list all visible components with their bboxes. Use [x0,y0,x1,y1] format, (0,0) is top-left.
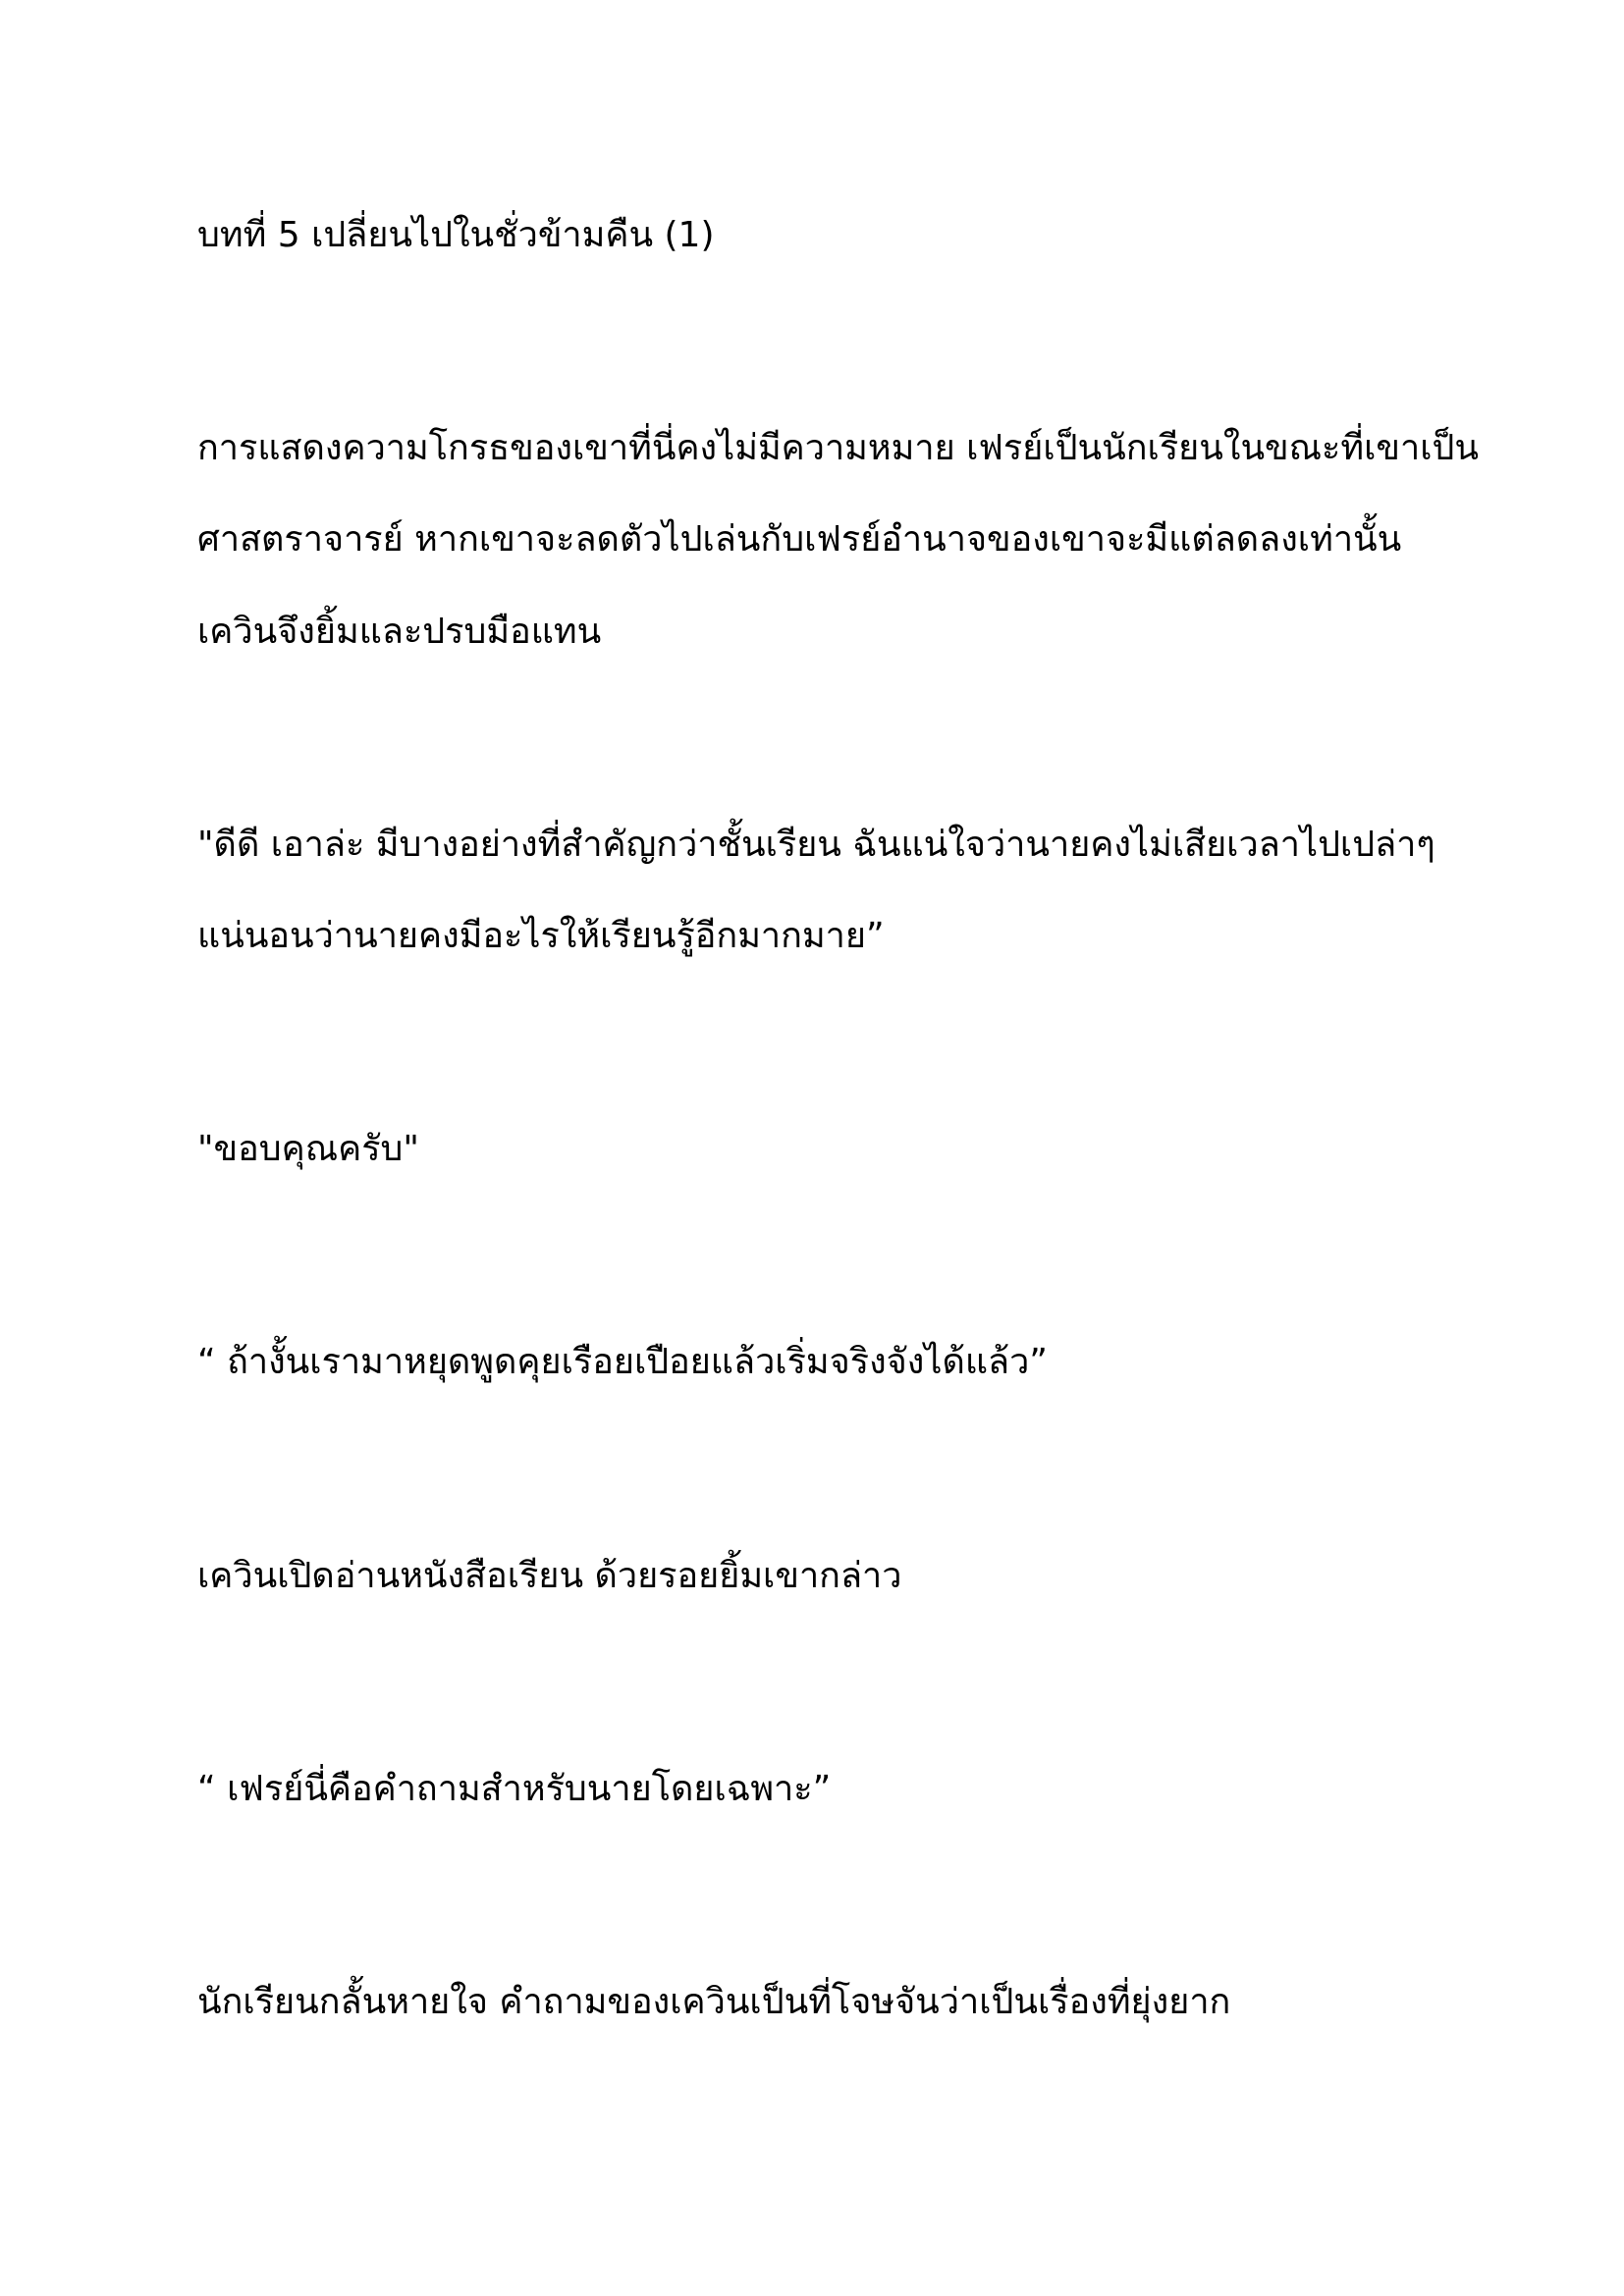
paragraph-5: เควินเปิดอ่านหนังสือเรียน ด้วยรอยยิ้มเขากล่าว [197,1556,902,1596]
paragraph-6: “ เฟรย์นี่คือคำถามสำหรับนายโดยเฉพาะ” [197,1769,832,1809]
paragraph-1-line-2: ศาสตราจารย์ หากเขาจะลดตัวไปเล่นกับเฟรย์อำนาจของเขาจะมีแต่ลดลงเท่านั้น [197,519,1402,560]
paragraph-7: นักเรียนกลั้นหายใจ คำถามของเควินเป็นที่โจษจันว่าเป็นเรื่องที่ยุ่งยาก [197,1982,1231,2022]
paragraph-1-line-1: การแสดงความโกรธของเขาที่นี่คงไม่มีความหมาย เฟรย์เป็นนักเรียนในขณะที่เขาเป็น [197,428,1480,468]
paragraph-2-line-1: "ดีดี เอาล่ะ มีบางอย่างที่สำคัญกว่าชั้นเรียน ฉันแน่ใจว่านายคงไม่เสียเวลาไปเปล่าๆ [197,825,1435,865]
paragraph-4: “ ถ้างั้นเรามาหยุดพูดคุยเรือยเปือยแล้วเริ่มจริงจังได้แล้ว” [197,1342,1048,1382]
paragraph-3: "ขอบคุณครับ" [197,1129,419,1169]
chapter-title: บทที่ 5 เปลี่ยนไปในชั่วข้ามคืน (1) [197,215,715,255]
paragraph-1-line-3: เควินจึงยิ้มและปรบมือแทน [197,612,602,652]
paragraph-2-line-2: แน่นอนว่านายคงมีอะไรให้เรียนรู้อีกมากมาย” [197,916,885,956]
